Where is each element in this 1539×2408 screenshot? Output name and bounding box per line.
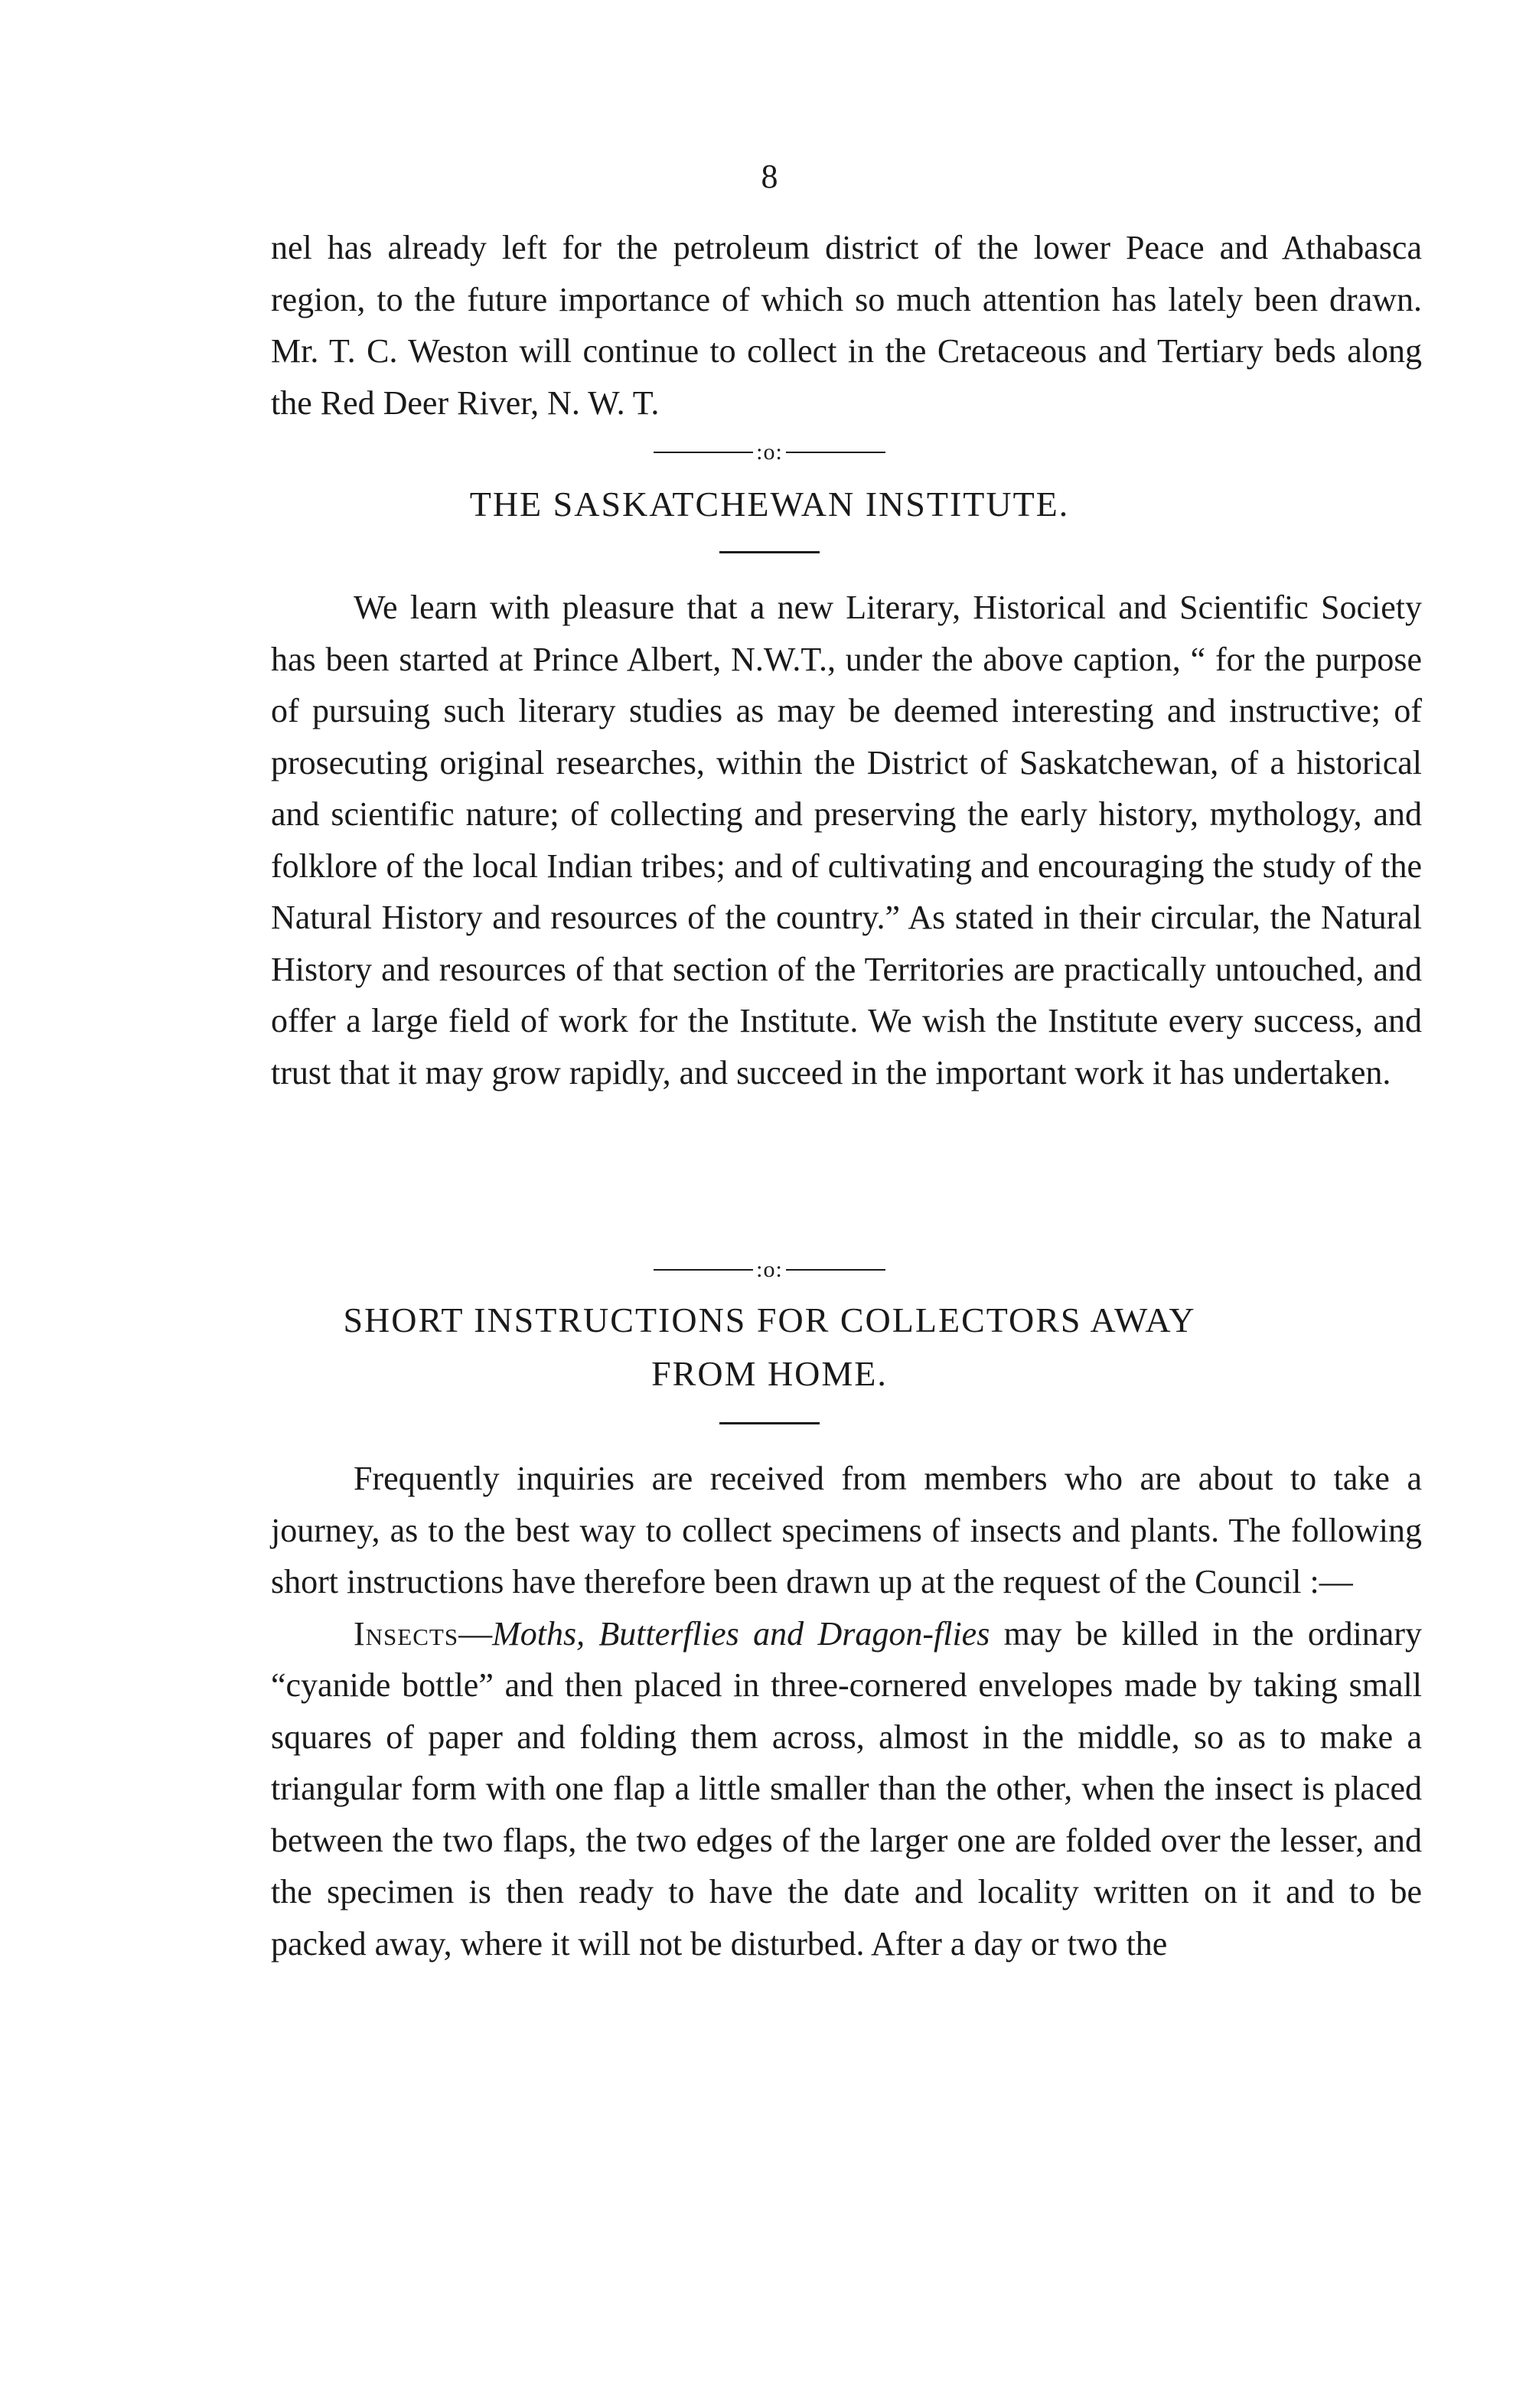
section-2-body-block xyxy=(271,1453,1422,1969)
page-number: 8 xyxy=(761,158,778,195)
separator-rule-right xyxy=(786,1269,885,1271)
separator-rule-left xyxy=(654,452,753,453)
separator-1 xyxy=(0,438,1539,465)
intro-paragraph-block xyxy=(271,222,1422,429)
section-heading-saskatchewan: THE SASKATCHEWAN INSTITUTE. xyxy=(469,485,1070,524)
separator-mark: :o: xyxy=(756,439,783,465)
separator-rule-right xyxy=(786,452,885,453)
section-1-body-block xyxy=(271,582,1422,1098)
insects-italic: Moths, Butterflies and Dragon-flies xyxy=(492,1614,990,1653)
separator-mark: :o: xyxy=(756,1257,783,1283)
intro-paragraph: nel has already left for the petroleum district of the lower Peace and Athabasca region, to the future importance of which so much attention has lately been drawn. Mr. T. C. Weston will continue to collect in the Cretaceous and Tertiary beds along the Red Deer River, N. W. T. xyxy=(271,229,1422,422)
insects-dash: — xyxy=(458,1614,493,1653)
heading-underline-1 xyxy=(719,551,820,553)
heading-underline-2 xyxy=(719,1422,820,1424)
separator-2 xyxy=(0,1255,1539,1283)
section-heading-line-1: SHORT INSTRUCTIONS FOR COLLECTORS AWAY xyxy=(343,1300,1196,1339)
separator-rule-left xyxy=(654,1269,753,1271)
section-heading-line-2: FROM HOME. xyxy=(651,1354,888,1393)
section-2-paragraph-insects xyxy=(271,1608,1422,1970)
insects-label: Insects xyxy=(354,1614,459,1653)
section-heading-collectors xyxy=(0,1294,1539,1401)
insects-text: may be killed in the ordinary “cyanide bottle” and then placed in three-cornered envelopes made by taking small squares of paper and folding them across, almost in the middle, so as to make a triangular form with one flap a little smaller than the other, when the insect is placed between the two flaps, the two edges of the larger one are folded over the lesser, and the specimen is then ready to have the date and locality written on it and to be packed away, where it will not be disturbed. After a day or two the xyxy=(271,1614,1422,1963)
section-2-paragraph-1: Frequently inquiries are received from members who are about to take a journey, as to the best way to collect specimens of insects and plants. The following short instructions have therefore been drawn up at the request of the Council :— xyxy=(271,1460,1422,1600)
section-1-paragraph: We learn with pleasure that a new Literary, Historical and Scientific Society has been started at Prince Albert, N.W.T., under the above caption, “ for the purpose of pursuing such literary studies as may be deemed interesting and instructive; of prosecuting original researches, within the District of Saskatchewan, of a historical and scientific nature; of collecting and preserving the early history, mythology, and folklore of the local Indian tribes; and of cultivating and encouraging the study of the Natural History and resources of the country.” As stated in their circular, the Natural History and resources of that section of the Territories are practically untouched, and offer a large field of work for the Institute. We wish the Institute every success, and trust that it may grow rapidly, and succeed in the important work it has undertaken. xyxy=(271,589,1422,1091)
